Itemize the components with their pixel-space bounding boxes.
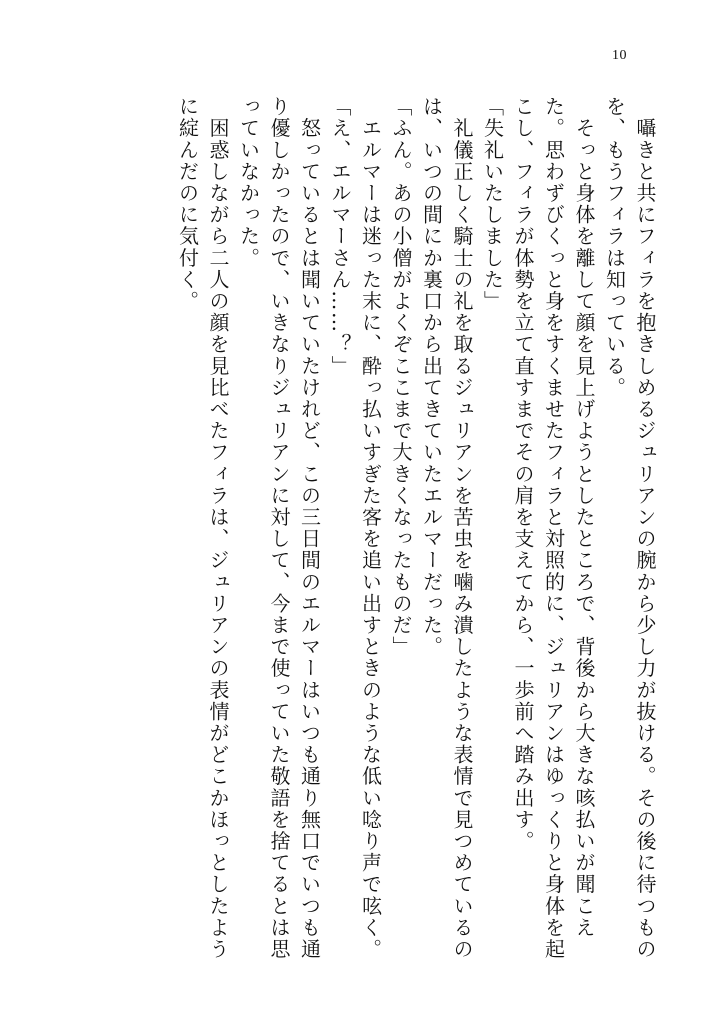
paragraph-2: そっと身体を離して顔を見上げようとしたところで、背後から大きな咳払いが聞こえた。思わずびくっと身をすくませたフィラと対照的に、ジュリアンはゆっくりと身体を起こし、フィラが体勢を立て直すまでその肩を支えてから、一歩前へ踏み出す。 — [511, 96, 596, 960]
paragraph-3: 礼儀正しく騎士の礼を取るジュリアンを苦虫を噛み潰したような表情で見つめているのは、いつの間にか裏口から出てきていたエルマーだった。 — [419, 96, 474, 960]
paragraph-1: 囁きと共にフィラを抱きしめるジュリアンの腕から少し力が抜ける。その後に待つものを、もうフィラは知っている。 — [602, 96, 657, 960]
dialogue-1: 「失礼いたしました」 — [480, 96, 505, 312]
dialogue-2: 「ふん。あの小僧がよくぞここまで大きくなったものだ」 — [389, 96, 413, 658]
vertical-body-text — [108, 96, 660, 976]
paragraph-6: 困惑しながら二人の顔を見比べたフィラは、ジュリアンの表情がどこかほっとしたように綻んだのに気付く。 — [175, 96, 230, 960]
paragraph-4: エルマーは迷った末に、酔っ払いすぎた客を追い出すときのような低い唸り声で呟く。 — [358, 96, 383, 960]
dialogue-3: 「え、エルマーさん……？」 — [328, 96, 352, 377]
paragraph-5: 怒っているとは聞いていたけれど、この三日間のエルマーはいつも通り無口でいつも通り優しかったので、いきなりジュリアンに対して、今まで使っていた敬語を捨てるとは思っていなかった。 — [236, 96, 322, 960]
page-number: 10 — [612, 48, 627, 63]
